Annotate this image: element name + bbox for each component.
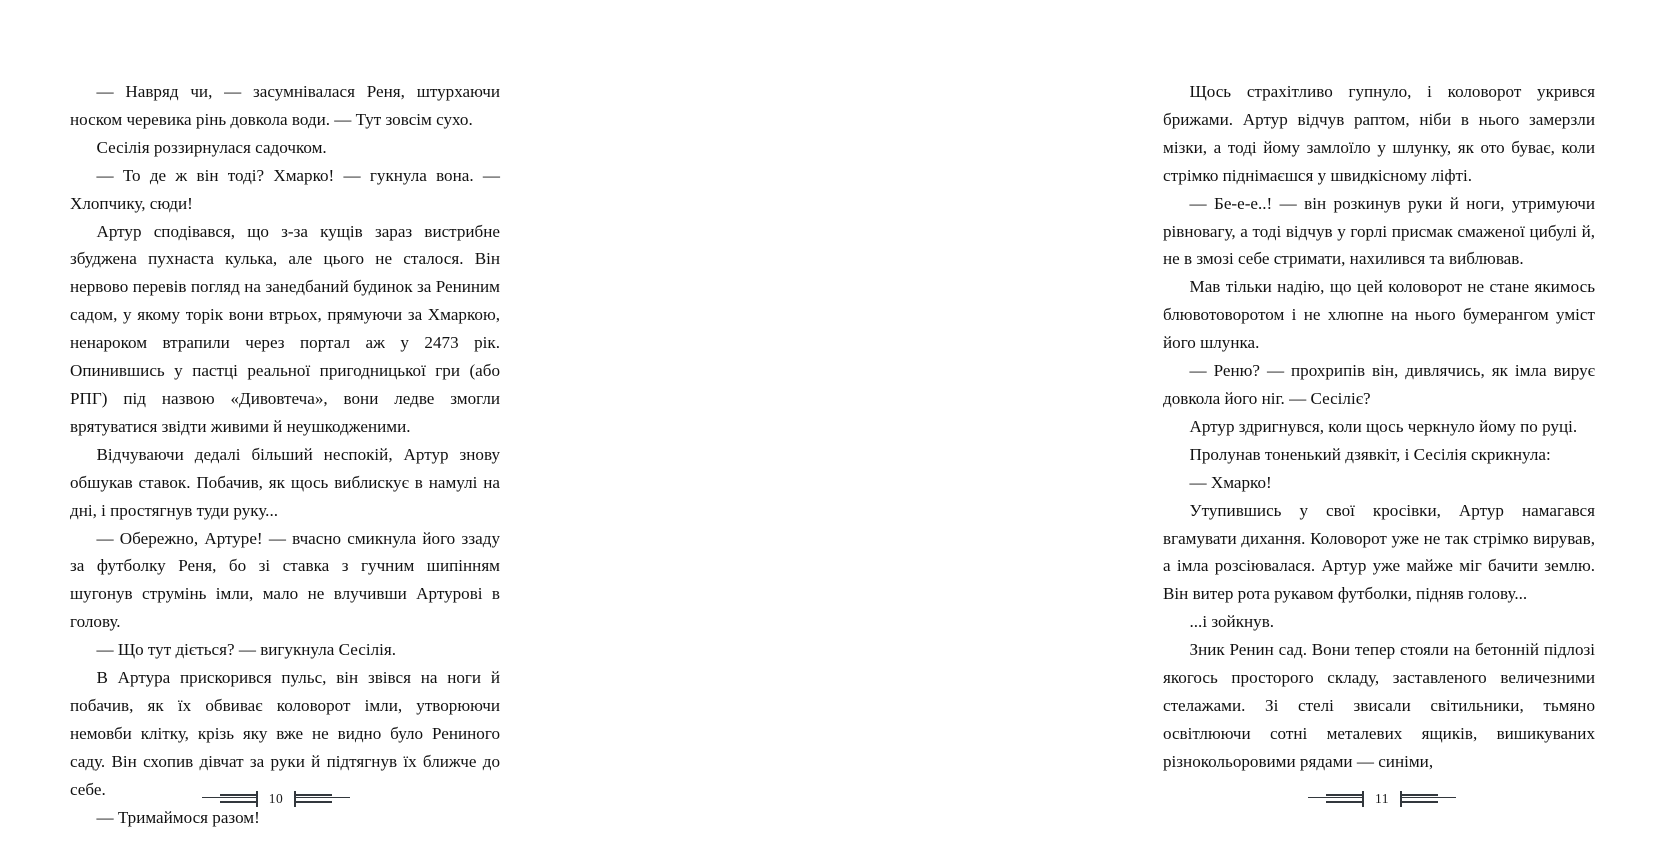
paragraph: Сесілія роззирнулася садочком.: [96, 137, 327, 157]
paragraph: Пролунав тоненький дзявкіт, і Сесілія скрикнула:: [1189, 444, 1551, 464]
paragraph: Щось страхітливо гупнуло, і коловорот укрився брижами. Артур відчув раптом, ніби в нього замерзли мізки, а тоді йому замлоїло у шлунку, як ото буває, коли стрімко піднімаєшся у швидкісному ліфті.: [1163, 82, 1595, 185]
paragraph: — Обережно, Артуре! — вчасно смикнула його ззаду за футболку Реня, бо зі ставка з гучним шипінням шугонув струмінь імли, мало не влучивши Артурові в голову.: [70, 528, 500, 632]
right-page-text-block: [1163, 78, 1595, 776]
paragraph: Артур здригнувся, коли щось черкнуло йому по руці.: [1189, 416, 1578, 436]
paragraph: Артур сподівався, що з-за кущів зараз вистрибне збуджена пухнаста кулька, але цього не сталося. Він нервово перевів погляд на занедбаний будинок за Рениним садом, у якому торік вони втрьох, прямуючи за Хмаркою, ненароком втрапили через портал аж у 2473 рік. Опинившись у пастці реальної пригодницької гри (або РПГ) під назвою «Дивовтеча», вони ледве змогли врятуватися звідти живими й неушкодженими.: [70, 221, 500, 436]
paragraph: В Артура прискорився пульс, він звівся на ноги й побачив, як їх обвиває коловорот імли, утворюючи немовби клітку, крізь яку вже не видно було Рениного саду. Він схопив дівчат за руки й підтягнув їх ближче до себе.: [70, 668, 500, 799]
paragraph: — Що тут діється? — вигукнула Сесілія.: [96, 640, 396, 660]
page-number: 10: [268, 791, 284, 807]
paragraph: ...і зойкнув.: [1189, 612, 1275, 632]
left-page-text-block: [70, 78, 500, 831]
paragraph: — Навряд чи, — засумнівалася Реня, штурхаючи носком черевика рінь довкола води. — Тут зовсім сухо.: [70, 82, 500, 129]
rule-ornament-mirrored-icon: [1400, 791, 1456, 807]
paragraph: Відчуваючи дедалі більший неспокій, Артур знову обшукав ставок. Побачив, як щось виблискує в намулі на дні, і простягнув туди руку...: [70, 444, 500, 520]
paragraph: Зник Ренин сад. Вони тепер стояли на бетонній підлозі якогось просторого складу, заставленого величезними стелажами. Зі стелі звисали світильники, тьмяно освітлюючи сотні металевих ящиків, вишикуваних різнокольоровими рядами — синіми,: [1163, 640, 1595, 771]
paragraph: — Бе-е-е..! — він розкинув руки й ноги, утримуючи рівновагу, а тоді відчув у горлі присмак смаженої цибулі й, не в змозі себе стримати, нахилився та виблював.: [1163, 193, 1595, 269]
page-left: [0, 0, 552, 847]
paragraph: — То де ж він тоді? Хмарко! — гукнула вона. — Хлопчику, сюди!: [70, 165, 500, 213]
rule-ornament-icon: [1308, 791, 1364, 807]
folio-left: [0, 788, 552, 810]
rule-ornament-icon: [202, 791, 258, 807]
rule-ornament-mirrored-icon: [294, 791, 350, 807]
folio-right: [1106, 788, 1658, 810]
paragraph: Мав тільки надію, що цей коловорот не стане якимось блювотоворотом і не хлюпне на нього бумерангом уміст його шлунка.: [1163, 277, 1595, 353]
page-number: 11: [1375, 791, 1389, 807]
paragraph: — Хмарко!: [1189, 472, 1272, 492]
paragraph: Утупившись у свої кросівки, Артур намагався вгамувати дихання. Коловорот уже не так стрімко вирував, а імла розсіювалася. Артур уже майже міг бачити землю. Він витер рота рукавом футболки, підняв голову...: [1163, 500, 1595, 604]
paragraph: — Тримаймося разом!: [96, 807, 260, 827]
paragraph: — Реню? — прохрипів він, дивлячись, як імла вирує довкола його ніг. — Сесіліє?: [1163, 361, 1595, 408]
page-right: [553, 0, 1595, 847]
